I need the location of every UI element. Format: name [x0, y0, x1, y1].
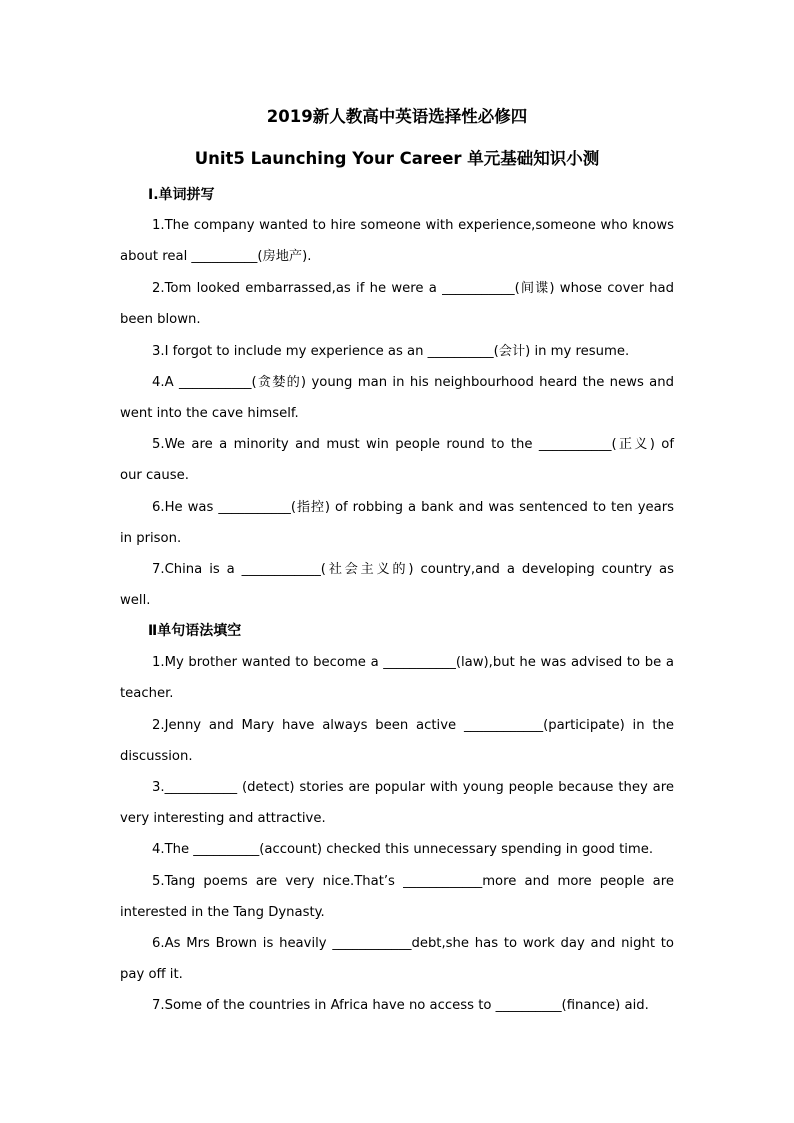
- section-heading-spelling: Ⅰ.单词拼写: [148, 187, 215, 203]
- question-line-continued: in prison.: [120, 531, 182, 546]
- section-heading-grammar: Ⅱ单句语法填空: [148, 623, 242, 639]
- question-item: [120, 990, 674, 1021]
- question-item: [120, 367, 674, 429]
- question-line-continued: pay off it.: [120, 967, 183, 982]
- question-item: [120, 273, 674, 335]
- question-item: [120, 928, 674, 990]
- question-line: 5.We are a minority and must win people round to the ___________(正义) of: [152, 437, 674, 452]
- question-item: [120, 710, 674, 772]
- question-item: [120, 834, 674, 865]
- question-item: [120, 492, 674, 554]
- question-line-continued: been blown.: [120, 312, 201, 327]
- question-line: 3.I forgot to include my experience as an __________(会计) in my resume.: [152, 344, 630, 359]
- question-item: [120, 336, 674, 367]
- question-item: [120, 866, 674, 928]
- question-item: [120, 772, 674, 834]
- question-item: [120, 210, 674, 272]
- question-line: 7.Some of the countries in Africa have no access to __________(finance) aid.: [152, 998, 649, 1013]
- question-line-continued: very interesting and attractive.: [120, 811, 326, 826]
- document-title: 2019新人教高中英语选择性必修四: [266, 107, 528, 126]
- question-line: 4.A ___________(贪婪的) young man in his neighbourhood heard the news and: [152, 375, 674, 390]
- question-line: 2.Jenny and Mary have always been active ____________(participate) in the: [152, 718, 674, 733]
- question-line: 4.The __________(account) checked this unnecessary spending in good time.: [152, 842, 654, 857]
- question-line-continued: went into the cave himself.: [120, 406, 299, 421]
- question-line-continued: well.: [120, 593, 151, 608]
- question-line-continued: our cause.: [120, 468, 189, 483]
- question-line-continued: teacher.: [120, 686, 174, 701]
- question-item: [120, 647, 674, 709]
- question-item: [120, 554, 674, 616]
- question-line: 3.___________ (detect) stories are popular with young people because they are: [152, 780, 674, 795]
- question-line: 6.He was ___________(指控) of robbing a bank and was sentenced to ten years: [152, 500, 674, 515]
- question-line-continued: interested in the Tang Dynasty.: [120, 905, 325, 920]
- question-item: [120, 429, 674, 491]
- question-line-continued: about real __________(房地产).: [120, 249, 312, 264]
- question-line-continued: discussion.: [120, 749, 193, 764]
- question-line: 5.Tang poems are very nice.That’s ____________more and more people are: [152, 874, 674, 889]
- question-line: 1.My brother wanted to become a ___________(law),but he was advised to be a: [152, 655, 674, 670]
- question-line: 2.Tom looked embarrassed,as if he were a ___________(间谍) whose cover had: [152, 281, 674, 296]
- question-line: 7.China is a ____________(社会主义的) country,and a developing country as: [152, 562, 674, 577]
- document-subtitle: Unit5 Launching Your Career 单元基础知识小测: [194, 149, 600, 168]
- question-line: 1.The company wanted to hire someone with experience,someone who knows: [152, 218, 674, 233]
- question-line: 6.As Mrs Brown is heavily ____________debt,she has to work day and night to: [152, 936, 674, 951]
